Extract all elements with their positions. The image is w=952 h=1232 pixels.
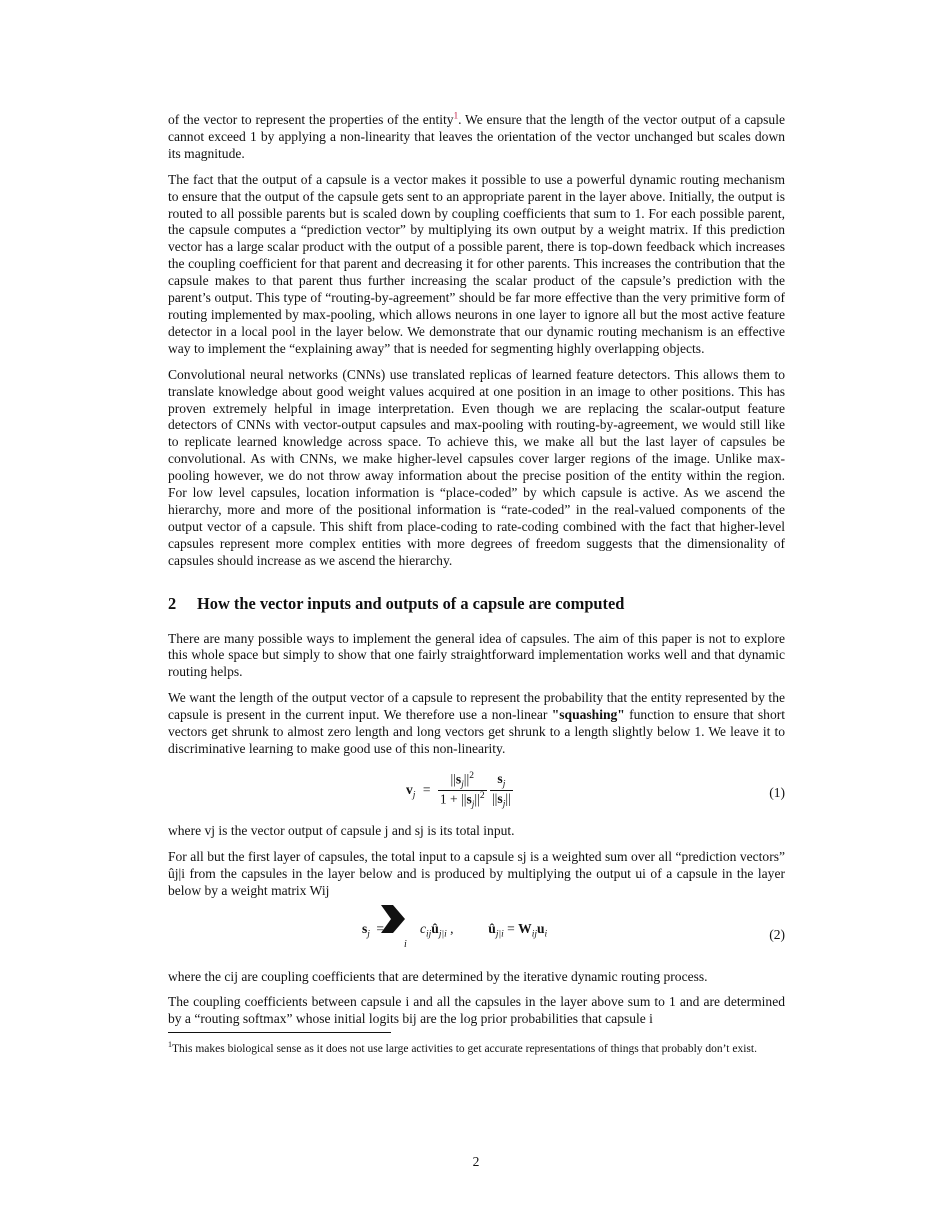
equation-1-body: $v_j$ = $\frac{||s_j||^2}{1 + ||s_j||^2}$ $\frac{s_j}{||s_j||}$ bbox=[406, 770, 511, 811]
footnote-text: This makes biological sense as it does not use large activities to get accurate representations of things that probably don’t exist. bbox=[172, 1043, 757, 1056]
equation-2-left: $s_j$ = bbox=[362, 920, 384, 940]
section-number: 2 bbox=[168, 593, 177, 613]
equation-2-right: $c_{ij}û_{j|i}$ , $û_{j|i} = W_{ij}u_i$ bbox=[420, 920, 548, 940]
paragraph-total-input: For all but the first layer of capsules, the total input to a capsule sj is a weighted sum over all “prediction vectors” ûj|i from the capsules in the layer below and is produced by multiplying the output ui of a capsule in the layer below by a weight matrix Wij bbox=[168, 848, 785, 898]
paragraph-implementation: There are many possible ways to implement the general idea of capsules. The aim of this paper is not to explore this whole space but simply to show that one fairly straightforward implementation works well and that dynamic routing helps. bbox=[168, 630, 785, 680]
footnote-divider bbox=[168, 1032, 391, 1033]
squashing-term: "squashing" bbox=[551, 707, 625, 723]
summation-index: i bbox=[404, 938, 407, 950]
equation-2-number: (2) bbox=[769, 926, 785, 942]
section-title: How the vector inputs and outputs of a capsule are computed bbox=[197, 593, 625, 613]
equation-1-number: (1) bbox=[769, 784, 785, 800]
paragraph-vector-entity: of the vector to represent the properties of the entity$^1$. We ensure that the length of the vector output of a capsule cannot exceed 1 by applying a non-linearity that leaves the orientation of the vector unchanged but scales down its magnitude. bbox=[168, 110, 785, 161]
paragraph-routing-softmax: The coupling coefficients between capsule i and all the capsules in the layer above sum to 1 and are determined by a “routing softmax” whose initial logits bij are the log prior probabilities that capsule i bbox=[168, 994, 785, 1027]
footnote-mark: 1 bbox=[168, 1040, 172, 1050]
page-number: 2 bbox=[472, 1154, 480, 1169]
equation-2 bbox=[168, 909, 785, 969]
paragraph-cnn: Convolutional neural networks (CNNs) use translated replicas of learned feature detectors. This allows them to translate knowledge about good weight values acquired at one position in an image to other positions. This has proven extremely helpful in image interpretation. Even though we are replacing the scalar-output feature detectors of CNNs with vector-output capsules and max-pooling with routing-by-agreement, we would still like to replicate learned knowledge across space. To achieve this, we make all but the last layer of capsules be convolutional. As with CNNs, we make higher-level capsules cover larger regions of the image. Unlike max-pooling however, we do not throw away information about the precise position of the entity within the region. For low level capsules, location information is “place-coded” by which capsule is active. As we ascend the hierarchy, more and more of the positional information is “rate-coded” in the real-valued components of the output vector of a capsule. This shift from place-coding to rate-coding combined with the fact that higher-level capsules represent more complex entities with more degrees of freedom suggests that the dimensionality of capsules should increase as we ascend the hierarchy. bbox=[168, 366, 785, 568]
paper-page bbox=[168, 112, 785, 1057]
equation-1 bbox=[168, 767, 785, 823]
summation-glyph bbox=[379, 903, 407, 935]
footnote bbox=[168, 1038, 785, 1056]
footnote-reference[interactable]: 1 bbox=[453, 110, 459, 121]
section-heading bbox=[168, 594, 785, 614]
paragraph-where-vj: where vj is the vector output of capsule j and sj is its total input. bbox=[168, 822, 515, 838]
paragraph-squashing: We want the length of the output vector of a capsule to represent the probability that the entity represented by the capsule is present in the current input. We therefore use a non-linear "squashing" function to ensure that short vectors get shrunk to almost zero length and long vectors get shrunk to a length slightly below 1. We leave it to discriminative learning to make good use of this non-linearity. bbox=[168, 690, 785, 756]
paragraph-coupling: where the cij are coupling coefficients that are determined by the iterative dynamic routing process. bbox=[168, 968, 708, 984]
paragraph-dynamic-routing: The fact that the output of a capsule is a vector makes it possible to use a powerful dynamic routing mechanism to ensure that the output of the capsule gets sent to an appropriate parent in the layer above. Initially, the output is routed to all possible parents but is scaled down by coupling coefficients that sum to 1. For each possible parent, the capsule computes a “prediction vector” by multiplying its own output by a weight matrix. If this prediction vector has a large scalar product with the output of a possible parent, there is top-down feedback which increases the coupling coefficient for that parent and decreasing it for other parents. This increases the contribution that the capsule makes to that parent thus further increasing the scalar product of the capsule’s prediction with the parent’s output. This type of “routing-by-agreement” should be far more effective than the very primitive form of routing implemented by max-pooling, which allows neurons in one layer to ignore all but the most active feature detector in a local pool in the layer below. We demonstrate that our dynamic routing mechanism is an effective way to implement the “explaining away” that is needed for segmenting highly overlapping objects. bbox=[168, 171, 785, 356]
